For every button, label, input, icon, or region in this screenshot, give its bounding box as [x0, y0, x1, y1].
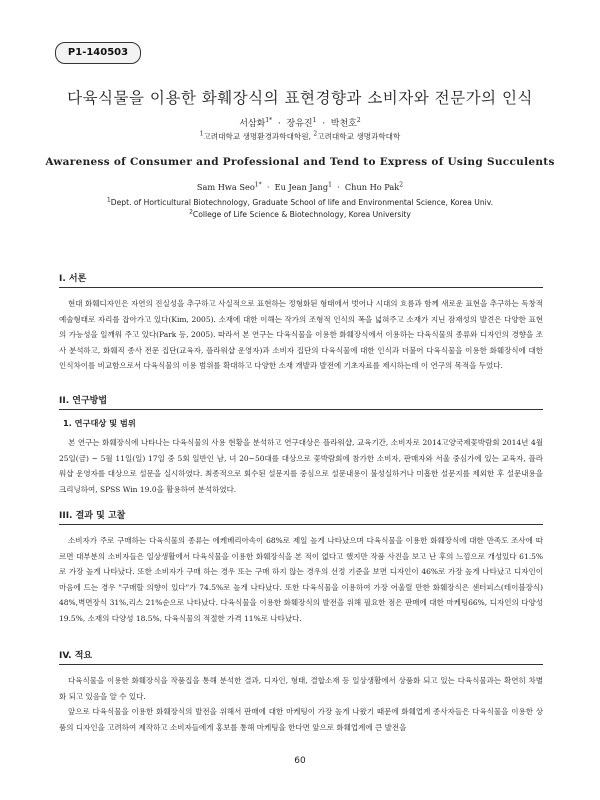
affil-sup: 2	[189, 208, 193, 216]
affil-sup: 2	[313, 130, 318, 138]
section-heading: IV. 적요	[59, 648, 543, 665]
author-name: 장유진	[286, 119, 313, 129]
korean-affiliations	[40, 131, 560, 142]
affil-sup: 1	[199, 130, 204, 138]
author-sup: 1*	[254, 181, 262, 189]
page-number: 60	[294, 756, 306, 766]
author-separator: ·	[319, 119, 328, 129]
english-affiliation-1	[40, 198, 560, 207]
affil-text: College of Life Science & Biotechnology, Korea University	[192, 210, 411, 219]
author-separator: ·	[334, 182, 343, 192]
author-separator: ·	[275, 119, 284, 129]
section-paragraph: 앞으로 다육식물을 이용한 화훼장식의 발전을 위해서 판매에 대한 마케팅이 가장 높게 나왔기 때문에 화훼업계 종사자들은 다육식물을 이용한 상품의 디자인을 고려하여 제작하고 소비자들에게 홍보를 통해 마케팅을 한다면 앞으로 화훼업계에 큰 발전을	[59, 707, 543, 732]
author-sup: 2	[399, 181, 404, 189]
subsection-heading: 1. 연구대상 및 범위	[63, 418, 136, 428]
english-affiliation-2	[40, 210, 560, 219]
section-conclusion	[59, 648, 543, 735]
author-sup: 1	[312, 117, 317, 124]
author-sup: 1*	[265, 117, 273, 124]
korean-title: 다육식물을 이용한 화훼장식의 표현경향과 소비자와 전문가의 인식	[67, 89, 533, 107]
affil-text: Dept. of Horticultural Biotechnology, Graduate School of life and Environmental Science, Korea Univ.	[110, 198, 494, 207]
author-name: Chun Ho Pak	[344, 182, 400, 192]
author-name: Eu Jean Jang	[274, 182, 329, 192]
section-results	[59, 508, 543, 627]
section-methods	[59, 393, 543, 497]
affil-text: 고려대학교 생명과학대학	[317, 132, 401, 141]
section-paragraph: 다육식물을 이용한 화훼장식을 작품집을 통해 분석한 결과, 디자인, 형태, 결합소재 등 일상생활에서 상품화 되고 있는 다육식물과는 확연히 차별화 되고 있음을 알 수 있다.	[59, 676, 543, 701]
author-sup: 2	[356, 117, 361, 124]
author-separator: ·	[264, 182, 273, 192]
section-paragraph: 소비자가 주로 구매하는 다육식물의 종류는 에케베리아속이 68%로 제일 높게 나타났으며 다육식물을 이용한 화훼장식에 대한 만족도 조사에 따르면 대부분의 소비자들은 일상생활에서 다육식물을 이용한 화훼장식을 본 적이 없다고 했지만 작품 사진을 보고 난 후의 느낌으로 개성있다 61.5%로 가장 높게 나타났다. 또한 소비자가 구매 하는 경우 또는 구매 하지 않는 경우의 선정 기준을 보면 디자인이 46%로 가장 높게 나타났고 디자인이 마음에 드는 경우 "구매할 의향이 있다"가 74.5%로 높게 나타났다. 또한 다육식물을 이용하여 가장 어울릴 만한 화훼장식은 센터피스(테이블장식) 48%,벽면장식 31%,리스 21%순으로 나타났다. 다육식물을 이용한 화훼장식의 발전을 위해 필요한 점은 판매에 대한 마케팅66%, 디자인의 다양성 19.5%, 소재의 다양성 18.5%, 다육식물의 적절한 가격 11%로 나타났다.	[59, 536, 543, 623]
abstract-id-badge: P1-140503	[55, 42, 141, 64]
section-heading: I. 서론	[59, 271, 543, 288]
korean-authors	[40, 116, 560, 129]
section-paragraph: 현대 화훼디자인은 자연의 진실성을 추구하고 사실적으로 표현하는 정형화된 형태에서 벗어나 시대의 흐름과 함께 새로운 표현을 추구하는 독창적 예술형태로 자리를 잡아가고 있다(Kim, 2005). 소재에 대한 이해는 작가의 조형적 인식의 폭을 넓혀주고 소재가 지닌 잠재성의 발견은 다양한 표현의 가능성을 일깨워 주고 있다(Park 등, 2005). 따라서 본 연구는 다육식물을 이용한 화훼장식에서 이용하는 다육식물의 종류와 디자인의 경향을 조사 분석하고, 화훼직 종사 전문 집단(교육자, 플라워샵 운영자)과 소비자 집단의 다육식물에 대한 인식과 더불어 다육식물을 이용한 화훼장식에 대한 인식차이를 비교함으로서 다육식물의 이용 범위를 확대하고 다양한 소재 개발과 발전에 기초자료를 제시하는데 이 연구의 목적을 두었다.	[59, 299, 543, 371]
section-heading: III. 결과 및 고찰	[59, 508, 543, 525]
section-paragraph: 본 연구는 화훼장식에 나타나는 다육식물의 사용 현황을 분석하고 연구대상은 플라워샵, 교육기간, 소비자로 2014고양국제꽃박람회 2014년 4월 25일(금) ~ 5월 11일(일) 17일 중 5회 일반인 남, 녀 20~50대를 대상으로 꽃박람회에 참가한 소비자, 판매자와 서울 중심가에 있는 교육자, 플라워샵 운영자를 대상으로 설문을 실시하였다. 최종적으로 회수된 설문지를 중심으로 설문내용이 불성실하거나 미흡한 설문지를 제외한 후 설문내용을 크리닝하여, SPSS Win 19.0을 활용하여 분석하였다.	[59, 438, 543, 494]
english-title: Awareness of Consumer and Professional and Tend to Express of Using Succulents	[45, 156, 555, 168]
section-introduction	[59, 271, 543, 374]
author-name: 서삼화	[239, 119, 266, 129]
author-sup: 1	[328, 181, 332, 189]
affil-sup: 1	[106, 196, 111, 204]
author-name: 박천호	[330, 119, 357, 129]
author-name: Sam Hwa Seo	[196, 182, 255, 192]
affil-text: 고려대학교 생명환경과학대학원,	[203, 132, 311, 141]
english-authors	[40, 182, 560, 192]
section-heading: II. 연구방법	[59, 393, 543, 410]
